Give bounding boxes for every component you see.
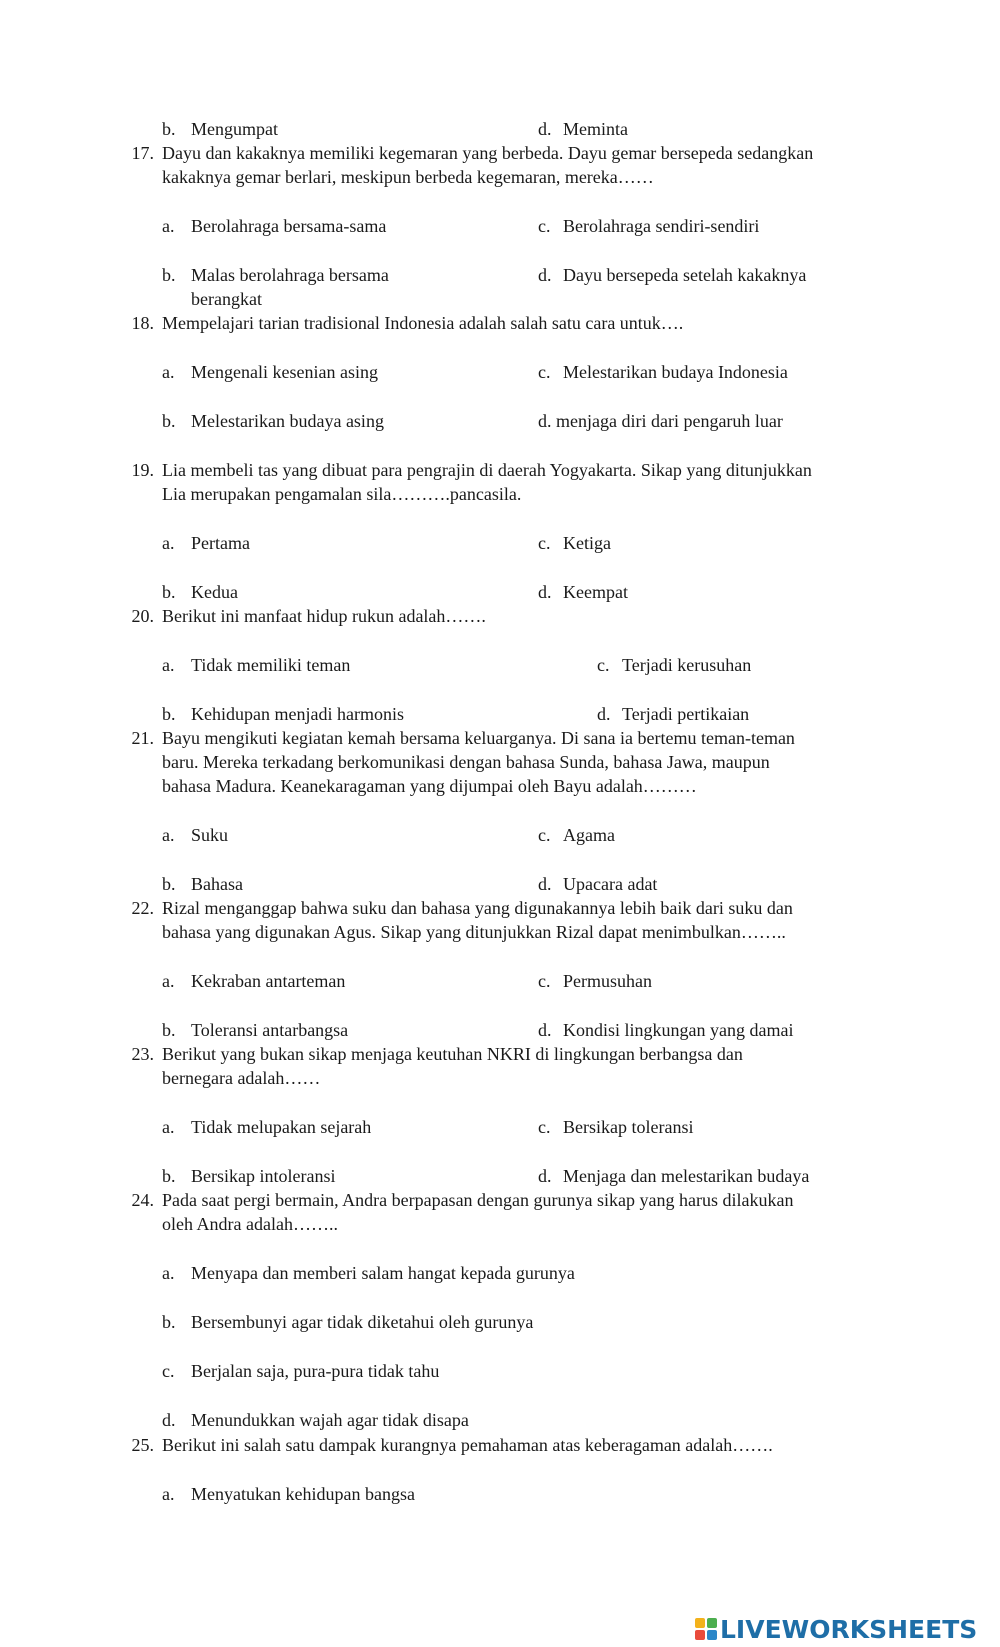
q25-text-line-1: Berikut ini salah satu dampak kurangnya pemahaman atas keberagaman adalah…….	[162, 1435, 773, 1455]
q24-text-line-1: Pada saat pergi bermain, Andra berpapasan dengan gurunya sikap yang harus dilakukan	[162, 1190, 794, 1210]
q23-option-a-letter: a.	[162, 1117, 175, 1137]
q22-option-c-text: Permusuhan	[563, 971, 652, 991]
q18-option-c-letter: c.	[538, 362, 551, 382]
q17-text-line-1: Dayu dan kakaknya memiliki kegemaran yang berbeda. Dayu gemar bersepeda sedangkan	[162, 143, 814, 163]
q23-option-a-text: Tidak melupakan sejarah	[191, 1117, 372, 1137]
q19-option-b-text: Kedua	[191, 582, 238, 602]
q18-option-b-letter: b.	[162, 411, 176, 431]
q20-option-a-letter: a.	[162, 655, 175, 675]
q16-option-b-text: Mengumpat	[191, 119, 278, 139]
q19-text-line-1: Lia membeli tas yang dibuat para pengrajin di daerah Yogyakarta. Sikap yang ditunjukkan	[162, 460, 812, 480]
q16-option-d-text: Meminta	[563, 119, 628, 139]
q24-option-b-letter: b.	[162, 1312, 176, 1332]
q24-option-a-text: Menyapa dan memberi salam hangat kepada gurunya	[191, 1263, 575, 1283]
q22-text-line-2: bahasa yang digunakan Agus. Sikap yang ditunjukkan Rizal dapat menimbulkan……..	[162, 922, 786, 942]
q22-option-a-letter: a.	[162, 971, 175, 991]
q18-option-c-text: Melestarikan budaya Indonesia	[563, 362, 788, 382]
q22-option-c-letter: c.	[538, 971, 551, 991]
q21-text-line-2: baru. Mereka terkadang berkomunikasi dengan bahasa Sunda, bahasa Jawa, maupun	[162, 752, 770, 772]
q19-option-c-letter: c.	[538, 533, 551, 553]
q21-option-d-letter: d.	[538, 874, 552, 894]
q21-option-a-text: Suku	[191, 825, 229, 845]
q22-text-line-1: Rizal menganggap bahwa suku dan bahasa yang digunakannya lebih baik dari suku dan	[162, 898, 793, 918]
q17-option-b-letter: b.	[162, 265, 176, 285]
q19-option-a-text: Pertama	[191, 533, 250, 553]
q18-option-d: d. menjaga diri dari pengaruh luar	[538, 411, 783, 431]
logo-square-2	[707, 1618, 717, 1628]
q24-option-a-letter: a.	[162, 1263, 175, 1283]
logo-square-3	[695, 1630, 705, 1640]
q19-number: 19.	[131, 460, 154, 480]
q17-option-c-text: Berolahraga sendiri-sendiri	[563, 216, 760, 236]
q23-option-d-letter: d.	[538, 1166, 552, 1186]
q24-option-d-letter: d.	[162, 1410, 176, 1430]
q22-option-b-text: Toleransi antarbangsa	[191, 1020, 349, 1040]
q20-option-d-letter: d.	[597, 704, 611, 724]
q23-text-line-1: Berikut yang bukan sikap menjaga keutuhan NKRI di lingkungan berbangsa dan	[162, 1044, 743, 1064]
q17-option-a-letter: a.	[162, 216, 175, 236]
logo-square-1	[695, 1618, 705, 1628]
q22-option-d-text: Kondisi lingkungan yang damai	[563, 1020, 794, 1040]
q18-option-b-text: Melestarikan budaya asing	[191, 411, 384, 431]
q20-option-b-text: Kehidupan menjadi harmonis	[191, 704, 404, 724]
q21-text-line-3: bahasa Madura. Keanekaragaman yang dijumpai oleh Bayu adalah………	[162, 776, 697, 796]
q17-option-b-text: Malas berolahraga bersama	[191, 265, 389, 285]
q21-option-a-letter: a.	[162, 825, 175, 845]
q22-option-b-letter: b.	[162, 1020, 176, 1040]
q23-number: 23.	[131, 1044, 154, 1064]
q21-option-d-text: Upacara adat	[563, 874, 658, 894]
q23-option-b-text: Bersikap intoleransi	[191, 1166, 336, 1186]
q20-option-b-letter: b.	[162, 704, 176, 724]
q16-option-d-letter: d.	[538, 119, 552, 139]
q19-option-c-text: Ketiga	[563, 533, 611, 553]
q22-option-a-text: Kekraban antarteman	[191, 971, 346, 991]
q18-text-line-1: Mempelajari tarian tradisional Indonesia adalah salah satu cara untuk….	[162, 313, 684, 333]
q18-option-a-text: Mengenali kesenian asing	[191, 362, 378, 382]
q24-option-c-letter: c.	[162, 1361, 175, 1381]
liveworksheets-logo-icon	[695, 1618, 717, 1640]
q25-option-a-text: Menyatukan kehidupan bangsa	[191, 1484, 415, 1504]
liveworksheets-logo-text: LIVEWORKSHEETS	[720, 1614, 978, 1644]
q23-option-c-text: Bersikap toleransi	[563, 1117, 694, 1137]
q16-option-b-letter: b.	[162, 119, 176, 139]
q19-text-line-2: Lia merupakan pengamalan sila……….pancasila.	[162, 484, 522, 504]
q20-option-c-letter: c.	[597, 655, 610, 675]
q18-option-a-letter: a.	[162, 362, 175, 382]
q24-option-d-text: Menundukkan wajah agar tidak disapa	[191, 1410, 469, 1430]
q24-option-c-text: Berjalan saja, pura-pura tidak tahu	[191, 1361, 440, 1381]
q17-option-c-letter: c.	[538, 216, 551, 236]
q20-option-d-text: Terjadi pertikaian	[622, 704, 750, 724]
q22-option-d-letter: d.	[538, 1020, 552, 1040]
q21-number: 21.	[131, 728, 154, 748]
q20-number: 20.	[131, 606, 154, 626]
q18-number: 18.	[131, 313, 154, 333]
liveworksheets-logo[interactable]	[695, 1614, 977, 1644]
q17-option-d-text: Dayu bersepeda setelah kakaknya	[563, 265, 807, 285]
logo-square-4	[707, 1630, 717, 1640]
q20-text-line-1: Berikut ini manfaat hidup rukun adalah…….	[162, 606, 486, 626]
q17-text-line-2: kakaknya gemar berlari, meskipun berbeda kegemaran, mereka……	[162, 167, 654, 187]
q19-option-d-text: Keempat	[563, 582, 628, 602]
q21-text-line-1: Bayu mengikuti kegiatan kemah bersama keluarganya. Di sana ia bertemu teman-teman	[162, 728, 795, 748]
q17-option-d-continuation: berangkat	[191, 289, 262, 309]
q24-number: 24.	[131, 1190, 154, 1210]
q19-option-a-letter: a.	[162, 533, 175, 553]
q23-option-d-text: Menjaga dan melestarikan budaya	[563, 1166, 810, 1186]
q19-option-b-letter: b.	[162, 582, 176, 602]
q22-number: 22.	[131, 898, 154, 918]
q20-option-a-text: Tidak memiliki teman	[191, 655, 351, 675]
q23-option-b-letter: b.	[162, 1166, 176, 1186]
q21-option-c-letter: c.	[538, 825, 551, 845]
q25-number: 25.	[131, 1435, 154, 1455]
q25-option-a-letter: a.	[162, 1484, 175, 1504]
q21-option-b-text: Bahasa	[191, 874, 243, 894]
q24-text-line-2: oleh Andra adalah……..	[162, 1214, 338, 1234]
q21-option-b-letter: b.	[162, 874, 176, 894]
q21-option-c-text: Agama	[563, 825, 615, 845]
q24-option-b-text: Bersembunyi agar tidak diketahui oleh gurunya	[191, 1312, 534, 1332]
q23-option-c-letter: c.	[538, 1117, 551, 1137]
q19-option-d-letter: d.	[538, 582, 552, 602]
q20-option-c-text: Terjadi kerusuhan	[622, 655, 752, 675]
q17-option-d-letter: d.	[538, 265, 552, 285]
q23-text-line-2: bernegara adalah……	[162, 1068, 321, 1088]
q17-option-a-text: Berolahraga bersama-sama	[191, 216, 387, 236]
q17-number: 17.	[131, 143, 154, 163]
